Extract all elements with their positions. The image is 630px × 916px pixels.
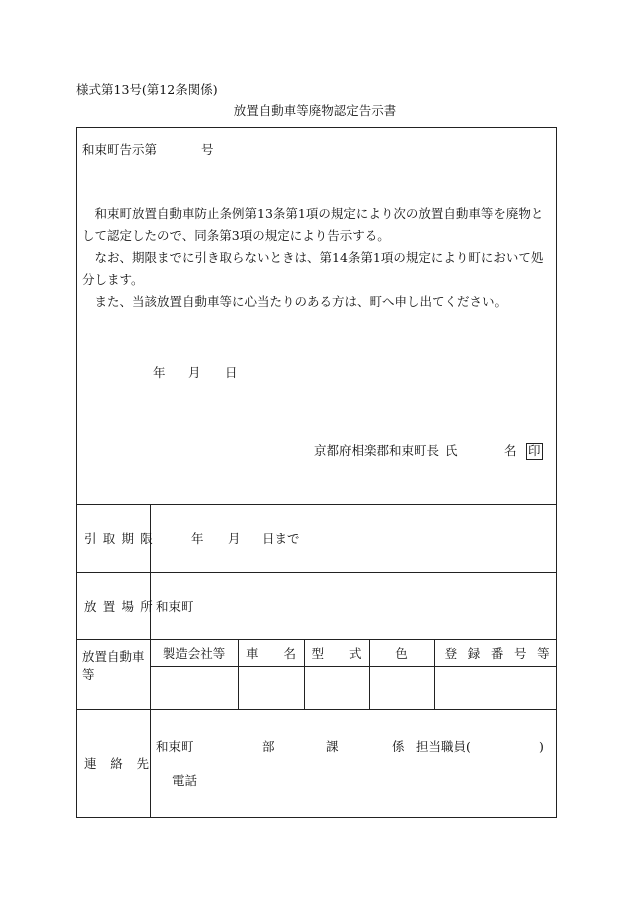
form-number-label: 様式第13号(第12条関係) <box>76 82 218 97</box>
date-month: 月 <box>188 365 201 380</box>
row-divider <box>76 572 557 573</box>
date-day: 日 <box>225 365 238 380</box>
row-divider <box>76 639 557 640</box>
contact-staff-close: ) <box>539 739 544 754</box>
row-divider <box>76 504 557 505</box>
column-header-registration: 登録番号等 <box>444 646 561 661</box>
notice-number-prefix: 和束町告示第 <box>82 142 158 157</box>
pickup-until: 日まで <box>262 531 300 546</box>
pickup-deadline-label: 引取期限 <box>84 531 160 546</box>
column-header-model: 型 式 <box>311 646 362 661</box>
location-label: 放置場所 <box>84 599 160 614</box>
row-divider <box>76 709 557 710</box>
notice-paragraph-1: 和束町放置自動車防止条例第13条第1項の規定により次の放置自動車等を廃物として認定したので、同条第3項の規定により告示する。 <box>82 206 544 243</box>
seal-mark <box>526 443 543 460</box>
vehicle-label: 放置自動車等 <box>82 649 145 682</box>
contact-staff: 担当職員( <box>416 739 471 754</box>
contact-section: 課 <box>326 739 339 754</box>
column-header-vehicle-name: 車 名 <box>245 646 296 661</box>
contact-town: 和束町 <box>156 739 194 754</box>
name-label-2: 名 <box>504 443 517 458</box>
pickup-month: 月 <box>228 531 241 546</box>
contact-label: 連絡先 <box>84 756 163 771</box>
column-header-color: 色 <box>395 646 408 661</box>
seal-label: 印 <box>528 443 541 458</box>
contact-department: 部 <box>262 739 275 754</box>
notice-paragraph-2: なお、期限までに引き取らないときは、第14条第1項の規定により町において処分します。 <box>82 250 544 287</box>
notice-paragraph-3: また、当該放置自動車等に心当たりのある方は、町へ申し出てください。 <box>82 294 508 309</box>
issuer-title: 京都府相楽郡和束町長 <box>314 443 440 458</box>
location-value: 和束町 <box>156 599 194 614</box>
pickup-year: 年 <box>191 531 204 546</box>
name-label-1: 氏 <box>445 443 458 458</box>
row-divider <box>150 666 557 667</box>
document-title: 放置自動車等廃物認定告示書 <box>233 103 397 118</box>
contact-phone: 電話 <box>172 773 198 788</box>
notice-number-suffix: 号 <box>201 142 214 157</box>
column-header-manufacturer: 製造会社等 <box>162 646 226 661</box>
contact-unit: 係 <box>392 739 405 754</box>
date-year: 年 <box>153 365 166 380</box>
